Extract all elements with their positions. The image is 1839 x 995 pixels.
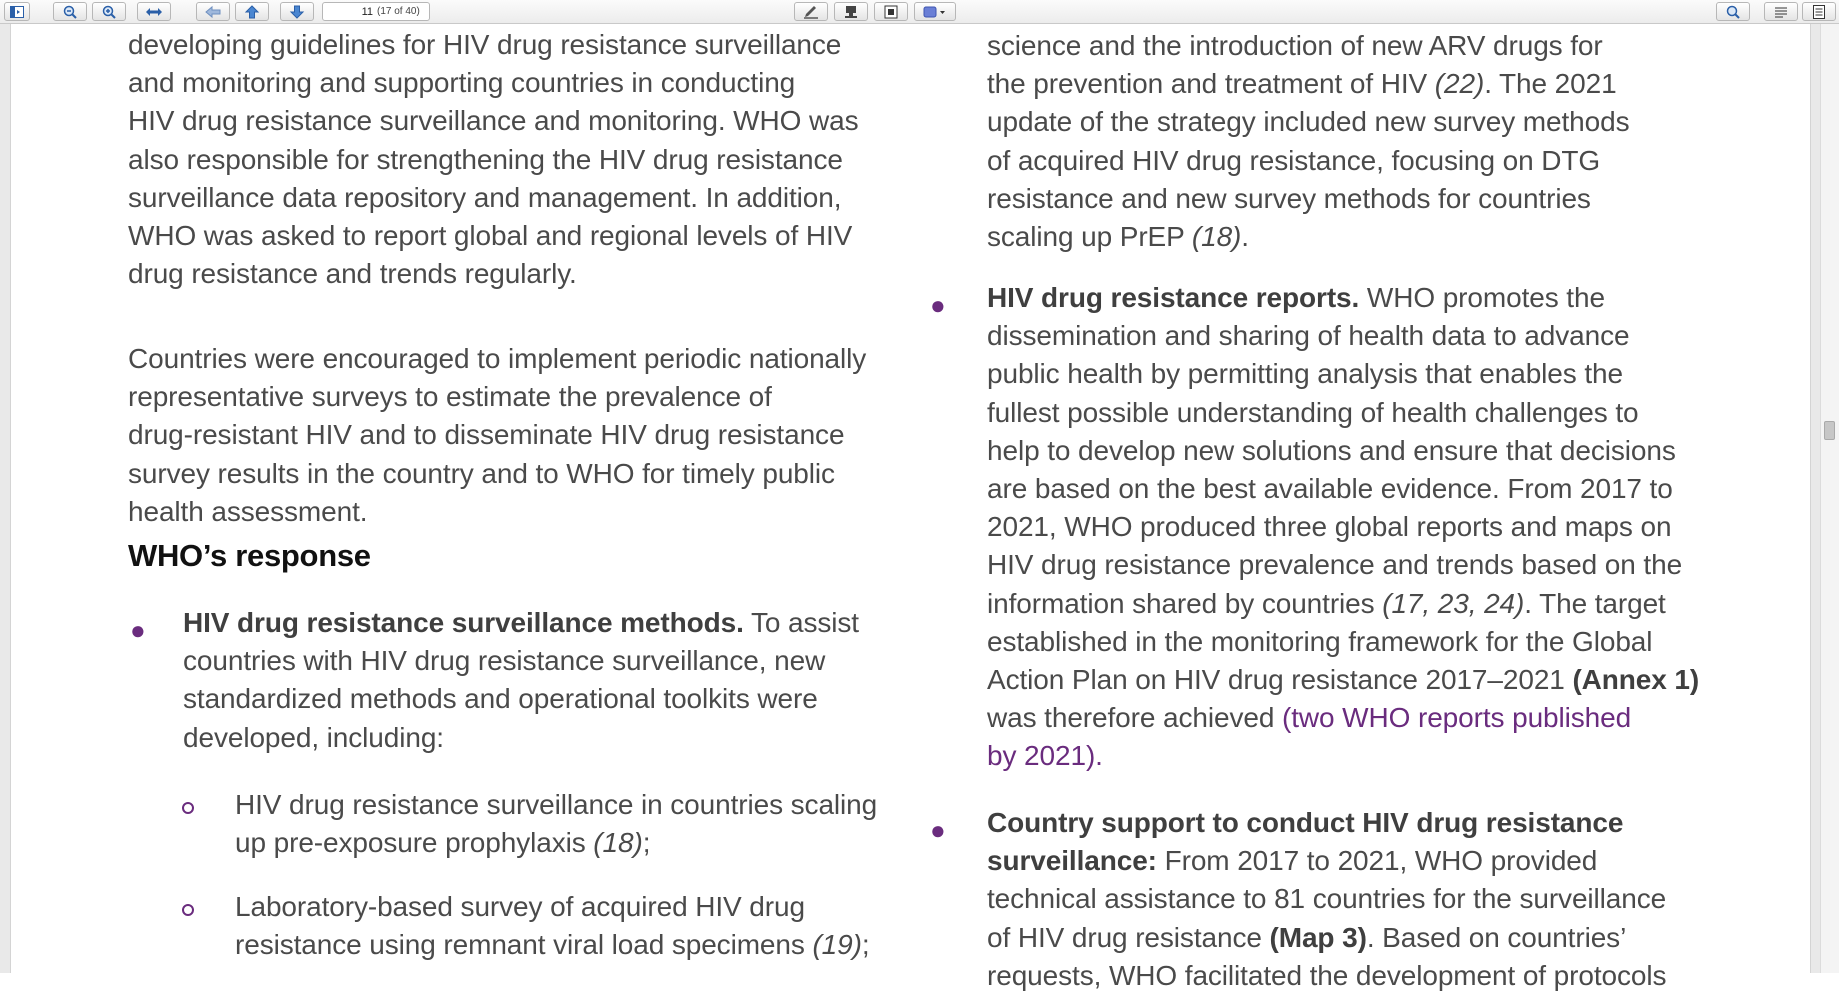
bullet-dot: ● [130, 615, 146, 645]
text-line: HIV drug resistance surveillance and monitoring. WHO was [128, 105, 859, 137]
page-number-input[interactable] [323, 4, 375, 19]
bullet-dot: ● [930, 815, 946, 845]
fit-width-icon [145, 7, 163, 17]
page-gutter-left [0, 24, 11, 973]
text-line: ; [861, 929, 870, 961]
text-line: Action Plan on HIV drug resistance 2017–2021 [987, 664, 1573, 696]
previous-page-button[interactable] [235, 2, 269, 21]
vertical-scrollbar[interactable] [1820, 24, 1839, 973]
back-button[interactable] [196, 2, 230, 21]
viewer-toolbar [0, 0, 1839, 24]
zoom-out-button[interactable] [53, 2, 87, 21]
text-line: and monitoring and supporting countries in conducting [128, 67, 796, 99]
text-line: resistance using remnant viral load specimens [235, 929, 813, 961]
bullet-surveillance-methods [183, 604, 903, 757]
text-line: scaling up PrEP [987, 221, 1192, 253]
select-area-button[interactable] [874, 2, 908, 21]
bullet-title: HIV drug resistance reports. [987, 282, 1360, 313]
text-line: was therefore achieved [987, 702, 1282, 734]
search-icon [1726, 5, 1740, 19]
map-reference: (Map 3) [1269, 921, 1367, 953]
sub-bullet-prep [235, 786, 895, 862]
text-line: . Based on countries’ [1366, 921, 1627, 953]
bullet-title: Country support to conduct HIV drug resistance [987, 807, 1624, 838]
color-picker-button[interactable] [914, 2, 956, 21]
text-line: . The 2021 [1484, 68, 1617, 100]
text-line: To assist [743, 607, 859, 638]
text-line: developing guidelines for HIV drug resistance surveillance [128, 29, 842, 60]
next-page-icon [290, 5, 304, 19]
surveys-paragraph [128, 340, 888, 531]
scrollbar-thumb[interactable] [1824, 421, 1835, 440]
text-line: Laboratory-based survey of acquired HIV drug [235, 891, 805, 922]
text-line: WHO was asked to report global and regional levels of HIV [128, 220, 853, 252]
color-picker-icon [923, 6, 947, 18]
bullet-title: surveillance: [987, 845, 1157, 877]
text-line: technical assistance to 81 countries for the surveillance [987, 883, 1667, 915]
pencil-icon [803, 5, 819, 19]
text-line: surveillance data repository and management. In addition, [128, 181, 842, 213]
citation-ref: (17, 23, 24) [1382, 587, 1525, 619]
text-line: . [1241, 221, 1249, 253]
page-count-label: (17 of 40) [377, 6, 420, 17]
citation-ref: (18) [593, 827, 643, 859]
text-line: ; [642, 827, 651, 859]
bullet-country-support [987, 804, 1707, 995]
select-area-icon [884, 5, 898, 19]
text-line: drug resistance and trends regularly. [128, 258, 577, 290]
text-line: representative surveys to estimate the prevalence of [128, 381, 772, 413]
text-line: WHO promotes the [1359, 282, 1605, 313]
section-heading: WHO’s response [128, 538, 371, 573]
text-line: Countries were encouraged to implement periodic nationally [128, 343, 867, 374]
stamp-button[interactable] [834, 2, 868, 21]
text-line: science and the introduction of new ARV drugs for [987, 30, 1603, 61]
annex-reference: (Annex 1) [1572, 664, 1700, 696]
text-line: 2021, WHO produced three global reports and maps on [987, 511, 1672, 543]
fit-width-button[interactable] [137, 2, 171, 21]
text-line: public health by permitting analysis that enables the [987, 358, 1623, 390]
text-line: standardized methods and operational toolkits were [183, 683, 818, 715]
draw-button[interactable] [794, 2, 828, 21]
citation-ref: (18) [1191, 221, 1242, 253]
zoom-out-icon [63, 5, 77, 19]
text-line: are based on the best available evidence. From 2017 to [987, 473, 1673, 505]
text-line: requests, WHO facilitated the development of protocols [987, 959, 1667, 991]
align-text-icon [1774, 6, 1788, 18]
text-line: HIV drug resistance surveillance in countries scaling [235, 789, 878, 820]
text-line: resistance and new survey methods for countries [987, 182, 1591, 214]
document-viewport[interactable] [0, 24, 1839, 991]
text-line: also responsible for strengthening the HIV drug resistance [128, 143, 843, 175]
text-line: . The target [1524, 587, 1666, 619]
intro-paragraph [128, 26, 888, 293]
strategy-paragraph [987, 27, 1687, 256]
text-line: update of the strategy included new survey methods [987, 106, 1630, 138]
bullet-reports [987, 279, 1707, 776]
text-line: of acquired HIV drug resistance, focusing on DTG [987, 144, 1601, 176]
reports-link[interactable]: by 2021). [987, 740, 1103, 772]
sub-bullet-lab-survey [235, 888, 895, 964]
text-line: up pre-exposure prophylaxis [235, 827, 594, 859]
citation-ref: (22) [1434, 68, 1485, 100]
stamp-icon [844, 5, 858, 19]
text-line: health assessment. [128, 495, 368, 527]
page-number-box [322, 2, 430, 21]
text-line: the prevention and treatment of HIV [987, 68, 1435, 100]
text-line: information shared by countries [987, 587, 1383, 619]
sub-bullet-circle [182, 802, 194, 814]
previous-page-icon [245, 5, 259, 19]
text-line: survey results in the country and to WHO for timely public [128, 457, 835, 489]
sidebar-toggle-icon [10, 6, 24, 18]
citation-ref: (19) [812, 929, 862, 961]
text-line: help to develop new solutions and ensure that decisions [987, 434, 1676, 466]
notes-button[interactable] [1802, 2, 1836, 21]
sub-bullet-circle [182, 904, 194, 916]
text-line: HIV drug resistance prevalence and trends based on the [987, 549, 1683, 581]
text-line: From 2017 to 2021, WHO provided [1156, 845, 1598, 877]
bullet-dot: ● [930, 290, 946, 320]
zoom-in-icon [102, 5, 116, 19]
notes-icon [1813, 5, 1825, 19]
reports-link[interactable]: (two WHO reports published [1281, 702, 1632, 734]
zoom-in-button[interactable] [92, 2, 126, 21]
back-arrow-icon [205, 6, 221, 18]
sidebar-toggle-button[interactable] [4, 2, 30, 21]
text-line: fullest possible understanding of health challenges to [987, 396, 1639, 428]
next-page-button[interactable] [280, 2, 314, 21]
bullet-title: HIV drug resistance surveillance methods. [183, 607, 744, 638]
text-line: developed, including: [183, 721, 444, 753]
text-line: countries with HIV drug resistance surveillance, new [183, 645, 826, 677]
search-button[interactable] [1716, 2, 1750, 21]
text-line: established in the monitoring framework for the Global [987, 625, 1653, 657]
align-text-button[interactable] [1764, 2, 1798, 21]
text-line: of HIV drug resistance [987, 921, 1270, 953]
text-line: dissemination and sharing of health data to advance [987, 320, 1630, 352]
text-line: drug-resistant HIV and to disseminate HIV drug resistance [128, 419, 845, 451]
